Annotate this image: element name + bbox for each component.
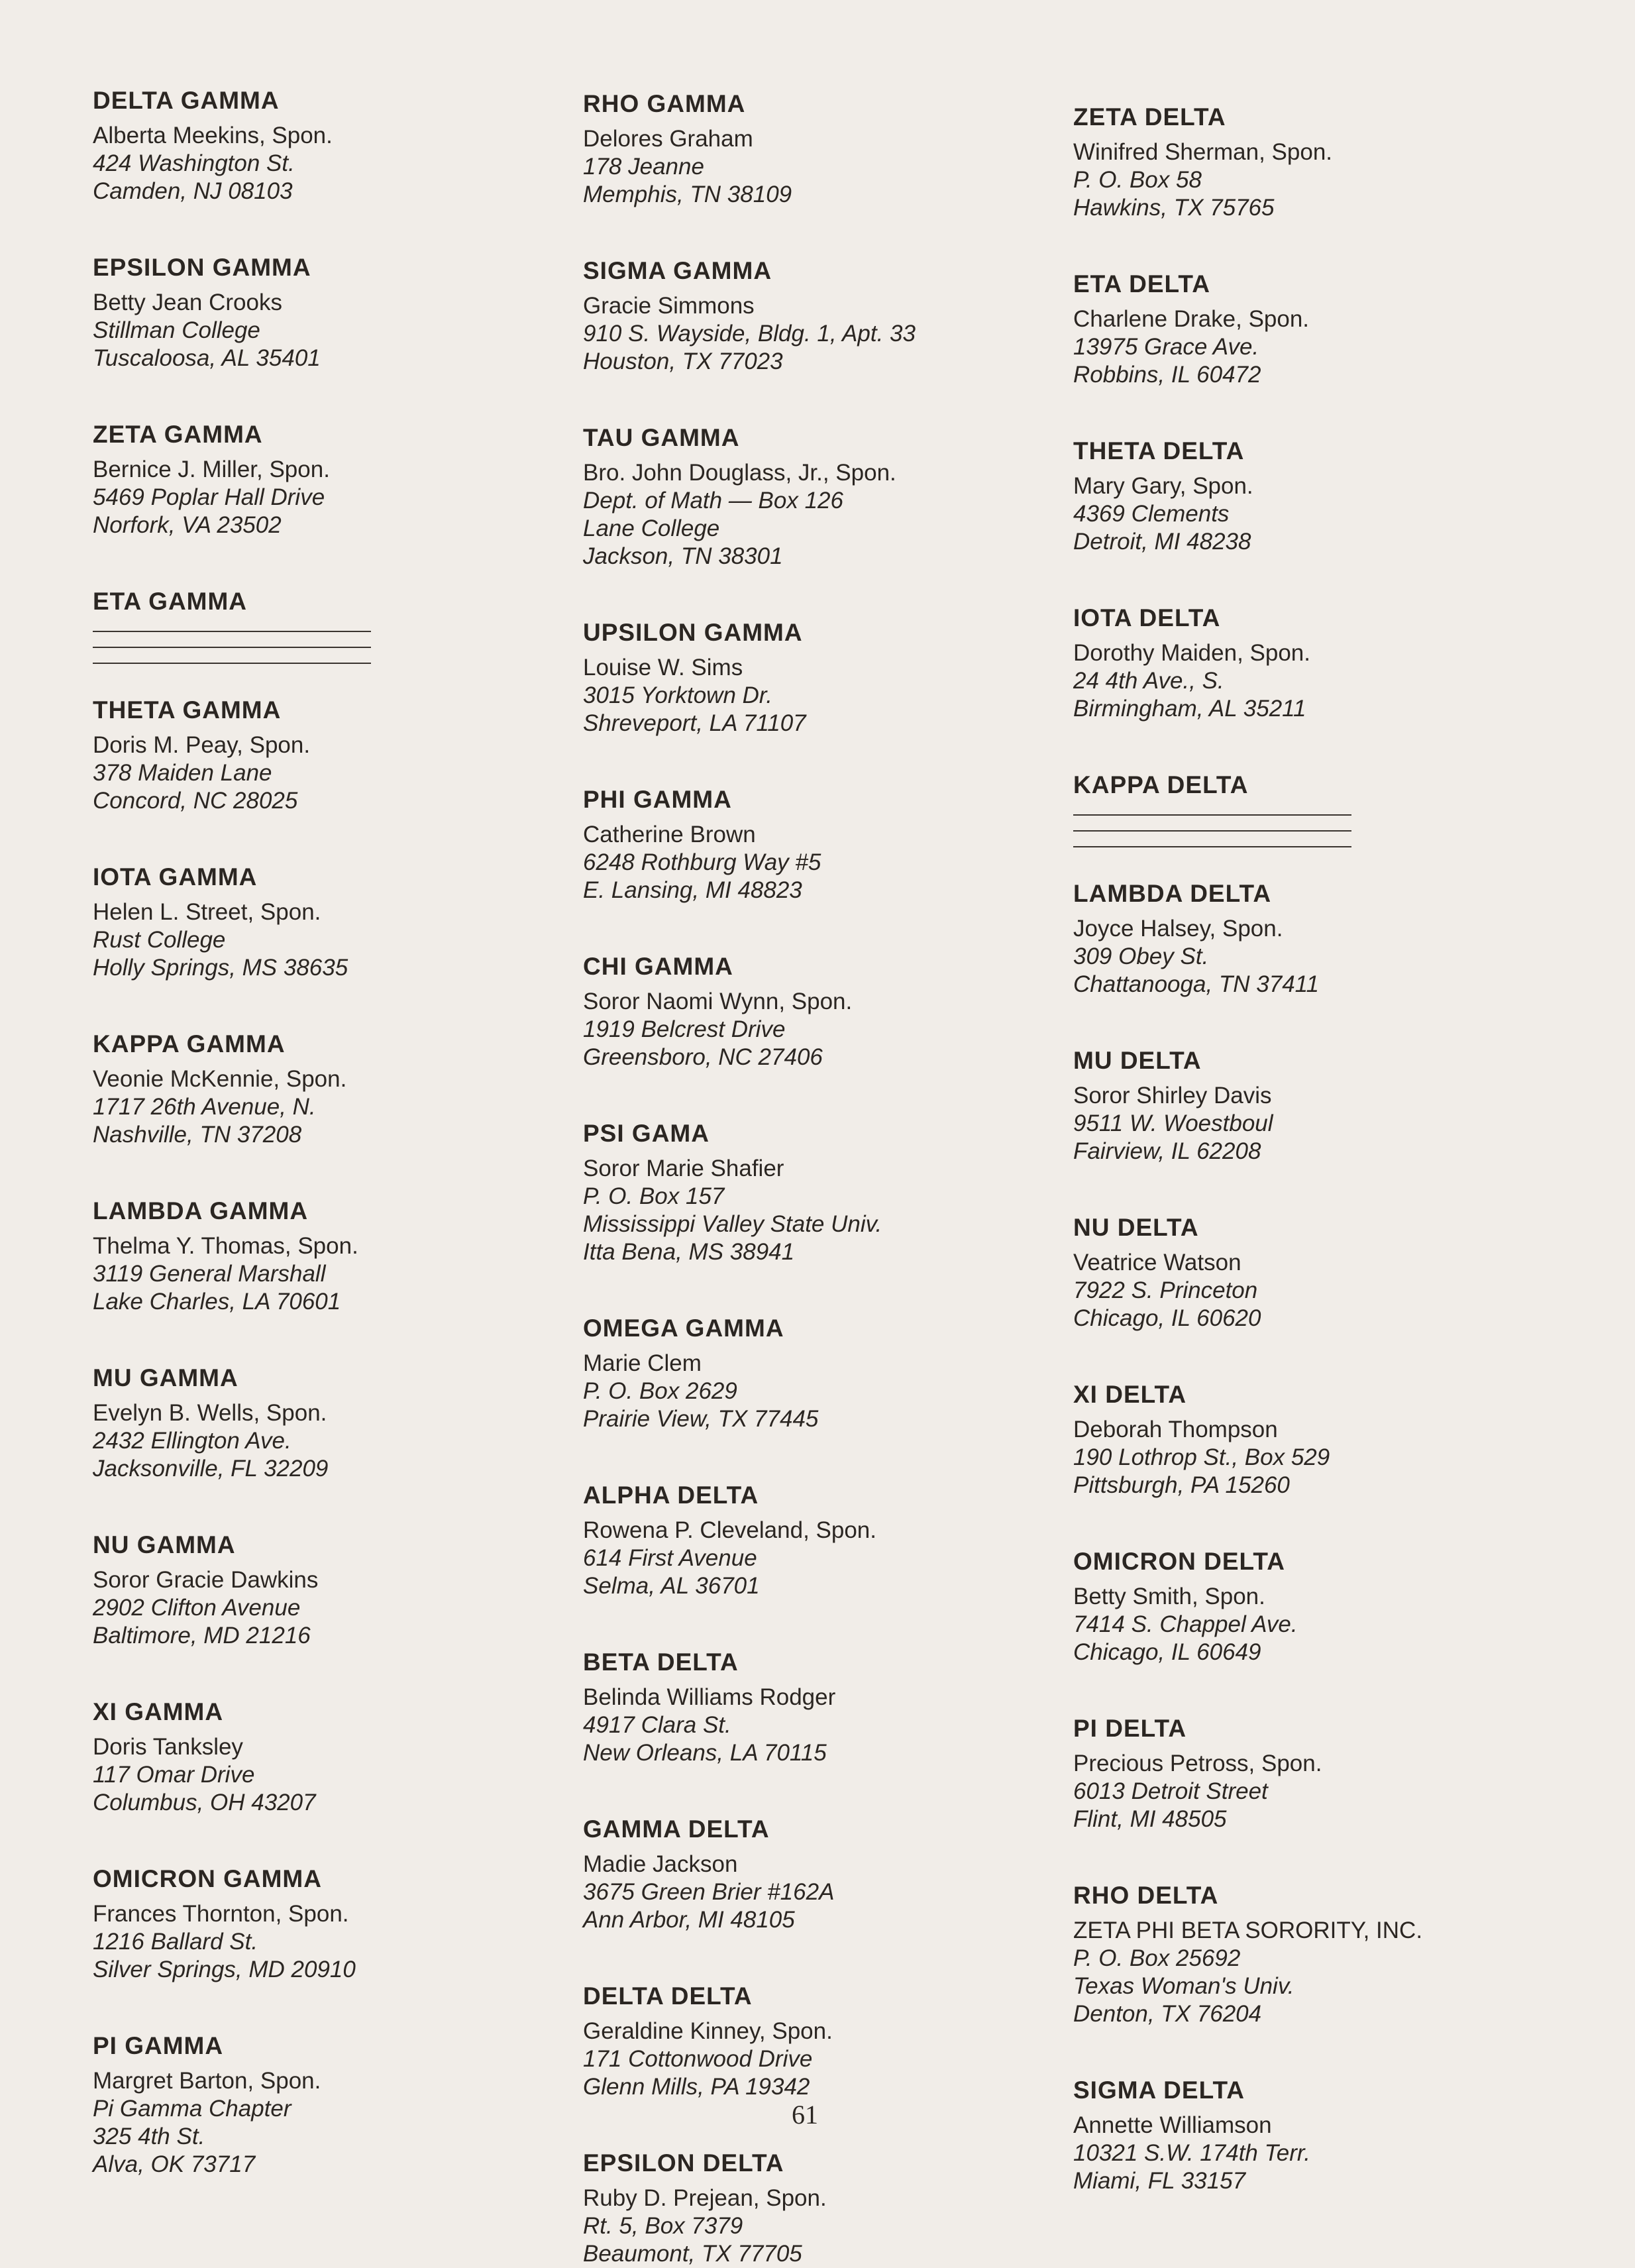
chapter-name: DELTA GAMMA	[93, 87, 280, 114]
chapter-name: GAMMA DELTA	[583, 1815, 770, 1843]
address-line: 24 4th Ave., S.	[1073, 668, 1224, 694]
chapter-entry	[93, 86, 570, 205]
chapter-entry	[1073, 1547, 1550, 1666]
address-line: P. O. Box 25692	[1073, 1945, 1241, 1971]
contact-name: Soror Gracie Dawkins	[93, 1567, 319, 1593]
address-line: Lane College	[583, 515, 720, 541]
contact-name: Thelma Y. Thomas, Spon.	[93, 1233, 358, 1259]
address-line: P. O. Box 58	[1073, 167, 1202, 193]
address-line: Itta Bena, MS 38941	[583, 1239, 795, 1265]
chapter-entry	[583, 1648, 1060, 1767]
address-line: Alva, OK 73717	[93, 2151, 256, 2177]
address-line: 178 Jeanne	[583, 154, 704, 180]
chapter-name: LAMBDA DELTA	[1073, 880, 1272, 907]
address-line: Hawkins, TX 75765	[1073, 195, 1275, 221]
directory-column-1	[93, 86, 570, 2179]
address-line: 3675 Green Brier #162A	[583, 1879, 835, 1905]
address-line: 10321 S.W. 174th Terr.	[1073, 2140, 1310, 2166]
address-line: Beaumont, TX 77705	[583, 2241, 802, 2267]
chapter-entry	[93, 2031, 570, 2179]
contact-name: Charlene Drake, Spon.	[1073, 306, 1310, 332]
address-line: Norfork, VA 23502	[93, 512, 282, 538]
address-line: 325 4th St.	[93, 2124, 205, 2149]
directory-column-2	[583, 89, 1060, 2268]
address-line: Greensboro, NC 27406	[583, 1044, 823, 1070]
contact-name: Helen L. Street, Spon.	[93, 899, 321, 925]
address-line: New Orleans, LA 70115	[583, 1740, 827, 1766]
chapter-name: ZETA GAMMA	[93, 421, 263, 448]
chapter-entry	[1073, 1046, 1550, 1165]
contact-name: Betty Smith, Spon.	[1073, 1584, 1265, 1609]
chapter-entry	[583, 1481, 1060, 1600]
chapter-entry	[93, 587, 570, 664]
chapter-name: XI DELTA	[1073, 1381, 1187, 1408]
chapter-name: MU DELTA	[1073, 1047, 1202, 1074]
address-line: 424 Washington St.	[93, 150, 295, 176]
address-line: Pi Gamma Chapter	[93, 2096, 291, 2122]
chapter-entry	[583, 618, 1060, 737]
address-line: Dept. of Math — Box 126	[583, 488, 843, 513]
address-line: Miami, FL 33157	[1073, 2168, 1246, 2194]
chapter-entry	[583, 1119, 1060, 1266]
contact-name: Rowena P. Cleveland, Spon.	[583, 1517, 876, 1543]
contact-name: Evelyn B. Wells, Spon.	[93, 1400, 327, 1426]
chapter-name: OMICRON DELTA	[1073, 1548, 1285, 1575]
chapter-entry	[1073, 103, 1550, 222]
contact-name: Veatrice Watson	[1073, 1250, 1241, 1275]
chapter-name: PHI GAMMA	[583, 786, 732, 813]
directory-column-3	[1073, 103, 1550, 2195]
chapter-entry	[93, 1364, 570, 1483]
address-line: Houston, TX 77023	[583, 349, 783, 374]
chapter-entry	[93, 420, 570, 539]
contact-name: Dorothy Maiden, Spon.	[1073, 640, 1310, 666]
address-line: 7922 S. Princeton	[1073, 1277, 1258, 1303]
address-line: Glenn Mills, PA 19342	[583, 2074, 810, 2100]
address-line: Memphis, TN 38109	[583, 182, 792, 207]
address-line: E. Lansing, MI 48823	[583, 877, 802, 903]
address-line: Fairview, IL 62208	[1073, 1138, 1261, 1164]
contact-name: Doris Tanksley	[93, 1734, 243, 1760]
chapter-entry	[1073, 270, 1550, 389]
chapter-name: PI DELTA	[1073, 1715, 1187, 1742]
address-line: Birmingham, AL 35211	[1073, 696, 1306, 722]
chapter-entry	[583, 2149, 1060, 2268]
contact-name: Veonie McKennie, Spon.	[93, 1066, 347, 1092]
address-line: 6248 Rothburg Way #5	[583, 849, 821, 875]
contact-name: Gracie Simmons	[583, 293, 755, 319]
contact-name: Margret Barton, Spon.	[93, 2068, 321, 2094]
address-line: Mississippi Valley State Univ.	[583, 1211, 882, 1237]
address-line: Chicago, IL 60620	[1073, 1305, 1261, 1331]
chapter-name: MU GAMMA	[93, 1364, 238, 1391]
chapter-entry	[583, 1314, 1060, 1433]
chapter-entry	[583, 256, 1060, 376]
address-line: 910 S. Wayside, Bldg. 1, Apt. 33	[583, 321, 916, 347]
address-line: 2432 Ellington Ave.	[93, 1428, 291, 1454]
contact-name: Belinda Williams Rodger	[583, 1684, 836, 1710]
chapter-name: IOTA DELTA	[1073, 604, 1221, 631]
address-line: Chattanooga, TN 37411	[1073, 971, 1320, 997]
chapter-name: RHO DELTA	[1073, 1882, 1219, 1909]
chapter-entry	[583, 1815, 1060, 1934]
address-line: P. O. Box 2629	[583, 1378, 737, 1404]
chapter-name: CHI GAMMA	[583, 953, 733, 980]
chapter-entry	[93, 863, 570, 982]
contact-name: Deborah Thompson	[1073, 1417, 1278, 1442]
contact-name: ZETA PHI BETA SORORITY, INC.	[1073, 1917, 1423, 1943]
chapter-name: ETA DELTA	[1073, 270, 1210, 297]
chapter-entry	[1073, 2076, 1550, 2195]
address-line: 3015 Yorktown Dr.	[583, 682, 772, 708]
chapter-entry	[93, 1030, 570, 1149]
address-line: 2902 Clifton Avenue	[93, 1595, 301, 1621]
chapter-entry	[583, 1982, 1060, 2101]
chapter-name: OMICRON GAMMA	[93, 1865, 322, 1892]
chapter-name: KAPPA GAMMA	[93, 1030, 286, 1057]
contact-name: Annette Williamson	[1073, 2112, 1272, 2138]
chapter-name: NU GAMMA	[93, 1531, 236, 1558]
address-line: Columbus, OH 43207	[93, 1790, 316, 1815]
chapter-name: KAPPA DELTA	[1073, 771, 1249, 798]
address-line: P. O. Box 157	[583, 1183, 725, 1209]
contact-name: Marie Clem	[583, 1350, 702, 1376]
chapter-name: EPSILON DELTA	[583, 2149, 784, 2177]
chapter-name: BETA DELTA	[583, 1648, 739, 1676]
address-line: Rust College	[93, 927, 226, 953]
contact-name: Delores Graham	[583, 126, 753, 152]
address-line: 1717 26th Avenue, N.	[93, 1094, 316, 1120]
address-line: Shreveport, LA 71107	[583, 710, 806, 736]
address-line: Jackson, TN 38301	[583, 543, 783, 569]
address-line: 1919 Belcrest Drive	[583, 1016, 786, 1042]
address-line: Camden, NJ 08103	[93, 178, 293, 204]
address-line: 614 First Avenue	[583, 1545, 757, 1571]
contact-name: Alberta Meekins, Spon.	[93, 123, 333, 148]
chapter-entry	[583, 785, 1060, 904]
chapter-entry	[583, 89, 1060, 209]
blank-fill-line	[1073, 830, 1351, 832]
chapter-name: LAMBDA GAMMA	[93, 1197, 309, 1224]
address-line: 378 Maiden Lane	[93, 760, 272, 786]
chapter-name: ETA GAMMA	[93, 588, 248, 615]
address-line: 4917 Clara St.	[583, 1712, 731, 1738]
address-line: Ann Arbor, MI 48105	[583, 1907, 795, 1933]
address-line: Texas Woman's Univ.	[1073, 1973, 1294, 1999]
chapter-entry	[93, 1531, 570, 1650]
address-line: Flint, MI 48505	[1073, 1806, 1227, 1832]
address-line: Lake Charles, LA 70601	[93, 1289, 341, 1315]
chapter-entry	[1073, 1881, 1550, 2028]
contact-name: Doris M. Peay, Spon.	[93, 732, 311, 758]
contact-name: Madie Jackson	[583, 1851, 738, 1877]
chapter-entry	[1073, 1380, 1550, 1499]
address-line: 3119 General Marshall	[93, 1261, 326, 1287]
chapter-name: IOTA GAMMA	[93, 863, 258, 891]
chapter-entry	[93, 253, 570, 372]
address-line: 4369 Clements	[1073, 501, 1230, 527]
blank-fill-line	[93, 647, 371, 648]
contact-name: Bernice J. Miller, Spon.	[93, 457, 330, 482]
address-line: 171 Cottonwood Drive	[583, 2046, 813, 2072]
address-line: Denton, TX 76204	[1073, 2001, 1262, 2027]
chapter-entry	[1073, 437, 1550, 556]
address-line: 309 Obey St.	[1073, 944, 1209, 969]
chapter-name: TAU GAMMA	[583, 424, 740, 451]
page-number: 61	[792, 2100, 818, 2130]
address-line: Stillman College	[93, 317, 260, 343]
contact-name: Precious Petross, Spon.	[1073, 1751, 1322, 1776]
address-line: Pittsburgh, PA 15260	[1073, 1472, 1290, 1498]
address-line: 13975 Grace Ave.	[1073, 334, 1259, 360]
contact-name: Bro. John Douglass, Jr., Spon.	[583, 460, 896, 486]
chapter-entry	[1073, 1714, 1550, 1833]
chapter-name: DELTA DELTA	[583, 1982, 753, 2010]
chapter-entry	[1073, 1213, 1550, 1332]
chapter-name: UPSILON GAMMA	[583, 619, 803, 646]
blank-fill-line	[1073, 814, 1351, 816]
chapter-entry	[583, 952, 1060, 1071]
chapter-name: PSI GAMA	[583, 1120, 710, 1147]
chapter-entry	[1073, 604, 1550, 723]
address-line: 6013 Detroit Street	[1073, 1778, 1268, 1804]
contact-name: Joyce Halsey, Spon.	[1073, 916, 1283, 942]
address-line: Silver Springs, MD 20910	[93, 1957, 356, 1982]
contact-name: Winifred Sherman, Spon.	[1073, 139, 1333, 165]
contact-name: Louise W. Sims	[583, 655, 743, 680]
chapter-name: EPSILON GAMMA	[93, 254, 311, 281]
contact-name: Betty Jean Crooks	[93, 290, 282, 315]
chapter-name: ALPHA DELTA	[583, 1482, 759, 1509]
chapter-name: SIGMA GAMMA	[583, 257, 772, 284]
address-line: Holly Springs, MS 38635	[93, 955, 348, 981]
chapter-entry	[93, 1698, 570, 1817]
chapter-name: THETA DELTA	[1073, 437, 1245, 464]
chapter-entry	[93, 1864, 570, 1984]
address-line: 5469 Poplar Hall Drive	[93, 484, 325, 510]
contact-name: Soror Marie Shafier	[583, 1156, 784, 1181]
chapter-entry	[93, 1197, 570, 1316]
address-line: Jacksonville, FL 32209	[93, 1456, 329, 1482]
contact-name: Frances Thornton, Spon.	[93, 1901, 349, 1927]
address-line: 117 Omar Drive	[93, 1762, 255, 1788]
address-line: Detroit, MI 48238	[1073, 529, 1251, 555]
chapter-name: RHO GAMMA	[583, 90, 746, 117]
blank-fill-line	[93, 663, 371, 664]
chapter-entry	[1073, 879, 1550, 999]
chapter-name: NU DELTA	[1073, 1214, 1199, 1241]
address-line: 1216 Ballard St.	[93, 1929, 258, 1955]
address-line: 7414 S. Chappel Ave.	[1073, 1611, 1298, 1637]
blank-fill-line	[93, 631, 371, 632]
chapter-name: ZETA DELTA	[1073, 103, 1226, 131]
chapter-entry	[583, 423, 1060, 570]
chapter-name: THETA GAMMA	[93, 696, 282, 724]
contact-name: Geraldine Kinney, Spon.	[583, 2018, 833, 2044]
contact-name: Ruby D. Prejean, Spon.	[583, 2185, 827, 2211]
address-line: 9511 W. Woestboul	[1073, 1110, 1273, 1136]
address-line: Selma, AL 36701	[583, 1573, 760, 1599]
chapter-entry	[1073, 771, 1550, 847]
chapter-name: OMEGA GAMMA	[583, 1315, 784, 1342]
address-line: Nashville, TN 37208	[93, 1122, 302, 1148]
address-line: Prairie View, TX 77445	[583, 1406, 819, 1432]
address-line: 190 Lothrop St., Box 529	[1073, 1444, 1330, 1470]
address-line: Tuscaloosa, AL 35401	[93, 345, 321, 371]
contact-name: Soror Shirley Davis	[1073, 1083, 1272, 1108]
chapter-name: SIGMA DELTA	[1073, 2077, 1245, 2104]
contact-name: Soror Naomi Wynn, Spon.	[583, 989, 853, 1014]
chapter-entry	[93, 696, 570, 815]
address-line: Robbins, IL 60472	[1073, 362, 1261, 388]
address-line: Concord, NC 28025	[93, 788, 298, 814]
contact-name: Mary Gary, Spon.	[1073, 473, 1253, 499]
address-line: Baltimore, MD 21216	[93, 1623, 311, 1648]
chapter-name: PI GAMMA	[93, 2032, 224, 2059]
address-line: Rt. 5, Box 7379	[583, 2213, 743, 2239]
address-line: Chicago, IL 60649	[1073, 1639, 1261, 1665]
contact-name: Catherine Brown	[583, 822, 756, 847]
blank-fill-line	[1073, 846, 1351, 847]
chapter-name: XI GAMMA	[93, 1698, 224, 1725]
